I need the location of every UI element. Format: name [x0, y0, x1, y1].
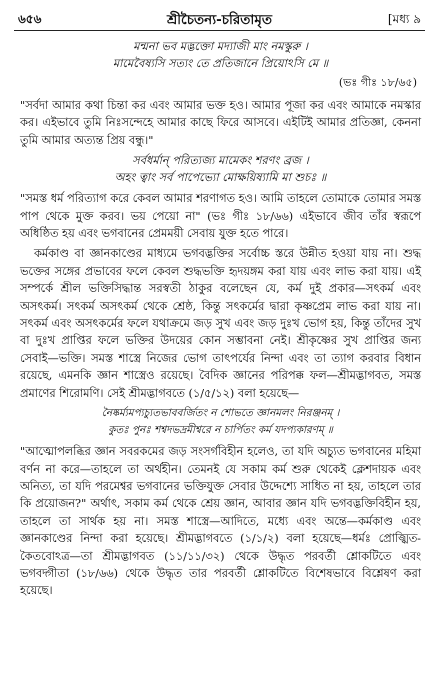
translation-paragraph: "সর্বদা আমার কথা চিন্তা কর এবং আমার ভক্ত হও। আমার পূজা কর এবং আমাকে নমস্কার কর। এইভাবে তুমি নিঃসন্দেহে আমার কাছে ফিরে আসবে। এইটিই আমার প্রতিজ্ঞা, কেননা তুমি আমার অত্যন্ত প্রিয় বন্ধু।" — [20, 99, 421, 147]
purport-paragraph: কর্মকাণ্ড বা জ্ঞানকাণ্ডের মাধ্যমে ভগবদ্ভক্তির সর্বোচ্চ স্তরে উন্নীত হওয়া যায় না। শুদ্ধ ভক্তের সঙ্গের প্রভাবের ফলে কেবল শুদ্ধভক্তি হৃদয়ঙ্গম করা যায় এবং লাভ করা যায়। এই সম্পর্কে শ্রীল ভক্তিসিদ্ধান্ত সরস্বতী ঠাকুর বলেছেন যে, কর্ম দুই প্রকার—সৎকর্ম এবং অসৎকর্ম। সৎকর্ম অসৎকর্ম থেকে শ্রেষ্ঠ, কিন্তু সৎকর্মের দ্বারা কৃষ্ণপ্রেম লাভ করা যায় না। সৎকর্ম এবং অসৎকর্মের ফলে যথাক্রমে জড় সুখ এবং জড় দুঃখ ভোগ হয়, কিন্তু তাঁদের সুখ বা দুঃখ প্রাপ্তির ফলে ভক্তির উদয়ের কোন সম্ভাবনা নেই। শ্রীকৃষ্ণের সুখ প্রাপ্তির জন্য সেবাই—ভক্তি। সমস্ত শাস্ত্রে নিজের ভোগ তাৎপর্যের নিন্দা এবং তা ত্যাগ করবার বিধান রয়েছে, এমনকি জ্ঞান শাস্ত্রেও রয়েছে। বৈদিক জ্ঞানের পরিপক্ক ফল—শ্রীমদ্ভাগবত, সমস্ত প্রমাণের শিরোমণি। সেই শ্রীমদ্ভাগবতে (১/৫/১২) বলা হয়েছে— — [20, 247, 422, 400]
translation-paragraph: "সমস্ত ধর্ম পরিত্যাগ করে কেবল আমার শরণাগত হও। আমি তাহলে তোমাকে তোমার সমস্ত পাপ থেকে মুক্ত করব। ভয় পেয়ো না" (ভঃ গীঃ ১৮/৬৬) এইভাবে জীব তাঁর স্বরূপে অধিষ্ঠিত হয় এবং ভগবানের প্রেমময়ী সেবায় যুক্ত হতে পারে। — [20, 192, 421, 241]
running-header — [14, 8, 425, 31]
verse-line: মন্মনা ভব মদ্ভক্তো মদ্যাজী মাং নমস্কুরু । — [133, 40, 308, 53]
chapter-label: [মধ্য ৯ — [387, 12, 421, 26]
page-body — [20, 38, 421, 603]
verse-line: নৈষ্কর্ম্যমপ্যচ্যুতভাববর্জিতং ন শোভতে জ্ঞানমলং নিরঞ্জনম্ । — [101, 407, 340, 420]
verse-line: কুতঃ পুনঃ শশ্বদভদ্রমীশ্বরে ন চার্পিতং কর্ম যদপ্যকারণম্ ॥ — [108, 424, 333, 437]
page-number: ৬৫৬ — [18, 12, 42, 26]
verse-line: অহং ত্বাং সর্ব পাপেভ্যো মোক্ষয়িষ্যামি মা শুচঃ ॥ — [114, 171, 327, 185]
verse-line: মামেবৈষ্যসি সত্যং তে প্রতিজানে প্রিয়োঽসি মে ॥ — [112, 57, 329, 70]
purport-paragraph: "আত্মোপলব্ধির জ্ঞান সবরকমের জড় সংসর্গবিহীন হলেও, তা যদি অচ্যুত ভগবানের মহিমা বর্ণন না করে—তাহলে তা অর্থহীন। তেমনই যে সকাম কর্ম শুরু থেকেই ক্লেশদায়ক এবং অনিত্য, তা যদি পরমেশ্বর ভগবানের ভক্তিযুক্ত সেবার উদ্দেশ্যে সাধিত না হয়, তাহলে তার কি প্রয়োজন?" অর্থাৎ, সকাম কর্ম থেকে শ্রেয় জ্ঞান, আবার জ্ঞান যদি ভগবদ্ভক্তিবিহীন হয়, তাহলে তা সার্থক হয় না। সমস্ত শাস্ত্রে—আদিতে, মধ্যে এবং অন্তে—কর্মকাণ্ড এবং জ্ঞানকাণ্ডের নিন্দা করা হয়েছে। শ্রীমদ্ভাগবতে (১/১/২) বলা হয়েছে—ধর্মঃ প্রোজ্ঝিত-কৈতবোঽত্র—তা শ্রীমদ্ভাগবত (১১/১১/৩২) থেকে উদ্ধৃত পরবর্তী শ্লোকটিতে এবং ভগবদ্গীতা (১৮/৬৬) থেকে উদ্ধৃত তার পরবর্তী শ্লোকটিতে বিশেষভাবে বিশ্লেষণ করা হয়েছে। — [20, 445, 421, 598]
verse-line: সর্বধর্মান্ পরিত্যজ্য মামেকং শরণং ব্রজ । — [132, 154, 309, 168]
book-title: শ্রীচৈতন্য-চরিতামৃত — [167, 12, 272, 28]
verse-reference: (ভঃ গীঃ ১৮/৬৫) — [338, 76, 417, 89]
